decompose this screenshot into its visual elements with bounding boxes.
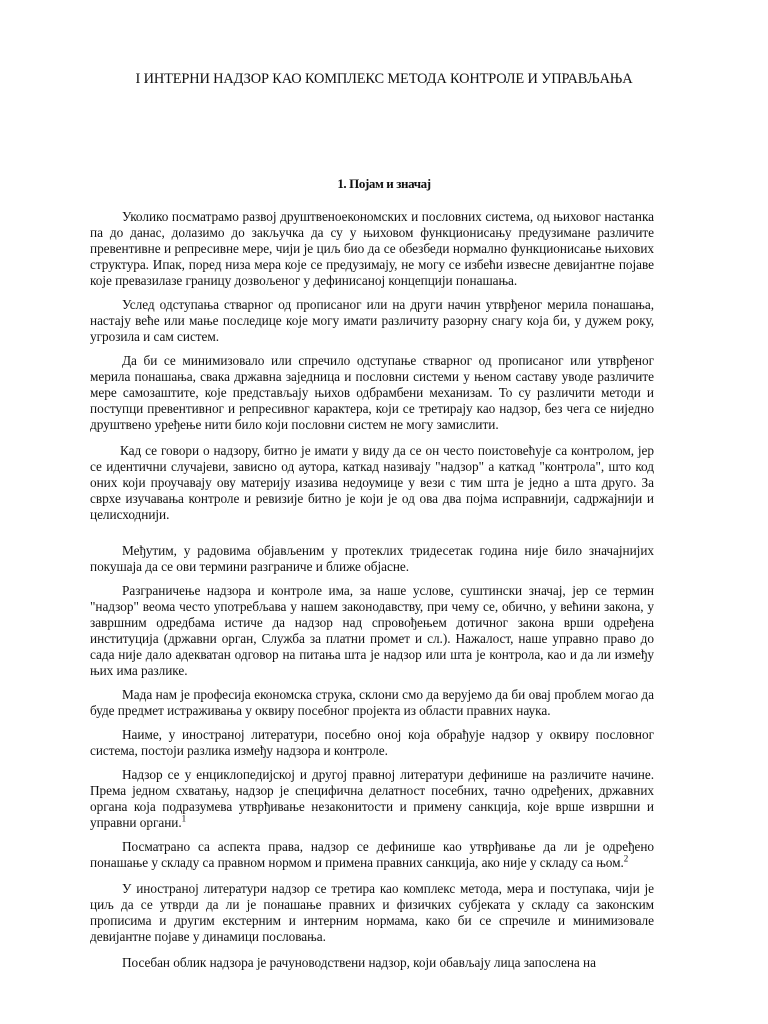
paragraph: Посебан облик надзора је рачуноводствени надзор, који обављају лица запослена на [122,955,596,970]
paragraph: Наиме, у иностраној литератури, посебно оној која обрађује надзор у оквиру пословног система, постоји разлика између надзора и контроле. [90,727,654,758]
document-title: I ИНТЕРНИ НАДЗОР КАО КОМПЛЕКС МЕТОДА КОНТРОЛЕ И УПРАВЉАЊА [135,71,633,87]
paragraph: Кад се говори о надзору, битно је имати у виду да се он често поистовећује са контролом, јер се идентични случајеви, зависно од аутора, каткад називају "надзор" а каткад "контрола", што код оних који проучавају ову материју изазива недоумице у вези с тим шта је једно а шта друго. За сврхе изучавања контроле и ревизије битно је који је од ова два појма исправнији, садржајнији и целисходнији. [90,443,654,522]
paragraph: Надзор се у енциклопедијској и другој правној литератури дефинише на различите начине. Према једном схватању, надзор је специфична делатност посебних, тачно одређених, државних органа која подразумева утврђивање незаконитости и примену санкција, које врше извршни и управни органи.$^1$ [90,767,654,830]
paragraph: Уколико посматрамо развој друштвеноекономских и пословних система, од њиховог настанка па до данас, долазимо до закључка да су у њиховом функционисању предузимане различите превентивне и репресивне мере, чији је циљ био да се обезбеди нормално функционисање њихових структура. Ипак, поред низа мера које се предузимају, не могу се избећи извесне девијантне појаве које превазилазе границу дозвољеног у дефинисаној концепцији понашања. [90,209,654,288]
footnote-mark: 2 [623,853,629,864]
paragraph: Посматрано са аспекта права, надзор се дефинише као утврђивање да ли је одређено понашање у складу са правном нормом и примена правних санкција, ако није у складу са њом.$^2$ [90,839,654,870]
footnote-mark: 1 [181,813,187,824]
section-heading: 1. Појам и значај [337,176,431,191]
paragraph: Услед одступања стварног од прописаног или на други начин утврђеног мерила понашања, настају веће или мање последице које могу имати различиту разорну снагу која би, у дужем року, угрозила и сам систем. [90,297,654,344]
paragraph: У иностраној литератури надзор се третира као комплекс метода, мера и поступака, чији је циљ да се утврди да ли је понашање правних и физичких субјеката у складу са законским прописима и другим екстерним и интерним нормама, како би се спречиле и минимизовале девијантне појаве у динамици пословања. [90,881,654,944]
paragraph: Мада нам је професија економска струка, склони смо да верујемо да би овај проблем могао да буде предмет истраживања у оквиру посебног пројекта из области правних наука. [90,687,654,718]
paragraph: Међутим, у радовима објављеним у протеклих тридесетак година није било значајнијих покушаја да се ови термини разграниче и ближе објасне. [90,543,654,574]
paragraph: Да би се минимизовало или спречило одступање стварног од прописаног или утврђеног мерила понашања, свака државна заједница и пословни системи у њеном саставу уводе различите мере самозаштите, које представљају њихов одбрамбени механизам. То су различити методи и поступци превентивног и репресивног карактера, који се третирају као надзор, без чега се ниједно друштвено уређење нити било који пословни систем не могу замислити. [90,353,654,432]
paragraph: Разграничење надзора и контроле има, за наше услове, суштински значај, јер се термин "надзор" веома често употребљава у нашем законодавству, при чему се, обично, у већини закона, у завршним одредбама истиче да надзор над спровођењем дотичног закона врши одређена институција (државни орган, Служба за платни промет и сл.). Нажалост, наше управно право до сада није дало адекватан одговор на питања шта је надзор или шта је контрола, као и да ли између њих има разлике. [90,583,654,678]
document-body [90,209,654,971]
